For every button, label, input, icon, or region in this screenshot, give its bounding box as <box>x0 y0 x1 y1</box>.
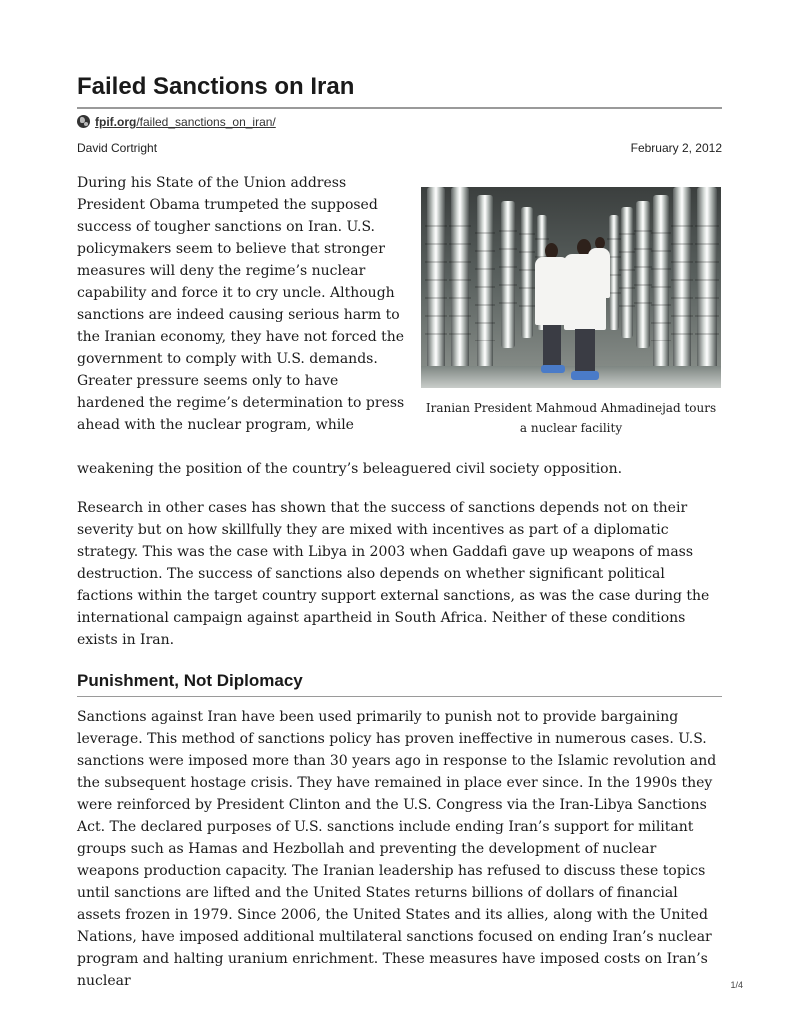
figure-caption: Iranian President Mahmoud Ahmadinejad tours a nuclear facility <box>425 401 717 435</box>
intro-column <box>77 172 407 436</box>
article-title: Failed Sanctions on Iran <box>77 73 355 100</box>
section-paragraph: Sanctions against Iran have been used primarily to punish not to provide bargaining leverage. This method of sanctions policy has proven ineffective in numerous cases. U.S. sanctions were imposed more than 30 years ago in response to the Islamic revolution and the subsequent hostage crisis. They have remained in place ever since. In the 1990s they were reinforced by President Clinton and the U.S. Congress via the Iran-Libya Sanctions Act. The declared purposes of U.S. sanctions include ending Iran’s support for militant groups such as Hamas and Hezbollah and preventing the development of nuclear weapons production capacity. The Iranian leadership has refused to discuss these topics until sanctions are lifted and the United States returns billions of dollars of financial assets frozen in 1979. Since 2006, the United States and its allies, along with the United Nations, have imposed additional multilateral sanctions focused on ending Iran’s nuclear program and halting uranium enrichment. These measures have imposed costs on Iran’s nuclear <box>77 709 717 989</box>
source-path: /failed_sanctions_on_iran/ <box>136 115 276 129</box>
globe-icon <box>77 115 90 128</box>
section-heading: Punishment, Not Diplomacy <box>77 671 303 690</box>
publish-date: February 2, 2012 <box>630 141 722 155</box>
byline <box>77 140 722 156</box>
body-paragraph: Research in other cases has shown that the success of sanctions depends not on their severity but on how skillfully they are mixed with incentives as part of a diplomatic strategy. This was the case with Libya in 2003 when Gaddafi gave up weapons of mass destruction. The success of sanctions also depends on whether significant political factions within the target country support external sanctions, as was the case during the international campaign against apartheid in South Africa. Neither of these conditions exists in Iran. <box>77 500 710 648</box>
article-figure <box>421 187 721 438</box>
title-divider <box>77 107 722 109</box>
page-number: 1/4 <box>730 980 743 990</box>
source-link[interactable] <box>95 115 276 129</box>
source-line <box>77 114 276 130</box>
intro-paragraph: During his State of the Union address President Obama trumpeted the supposed success of tougher sanctions on Iran. U.S. policymakers seem to believe that stronger measures will deny the regime’s nuclear capability and force it to cry uncle. Although sanctions are indeed causing serious harm to the Iranian economy, they have not forced the government to comply with U.S. demands. <box>77 175 405 367</box>
source-domain: fpif.org <box>95 115 137 129</box>
photo-nuclear-facility-icon <box>421 187 721 388</box>
author-name: David Cortright <box>77 141 158 155</box>
intro-paragraph-2: Greater pressure seems only to have hardened the regime’s determination to press ahead with the nuclear program, while <box>77 373 405 433</box>
intro-wrap-line: weakening the position of the country’s beleaguered civil society opposition. <box>77 461 623 477</box>
section-divider <box>77 696 722 697</box>
